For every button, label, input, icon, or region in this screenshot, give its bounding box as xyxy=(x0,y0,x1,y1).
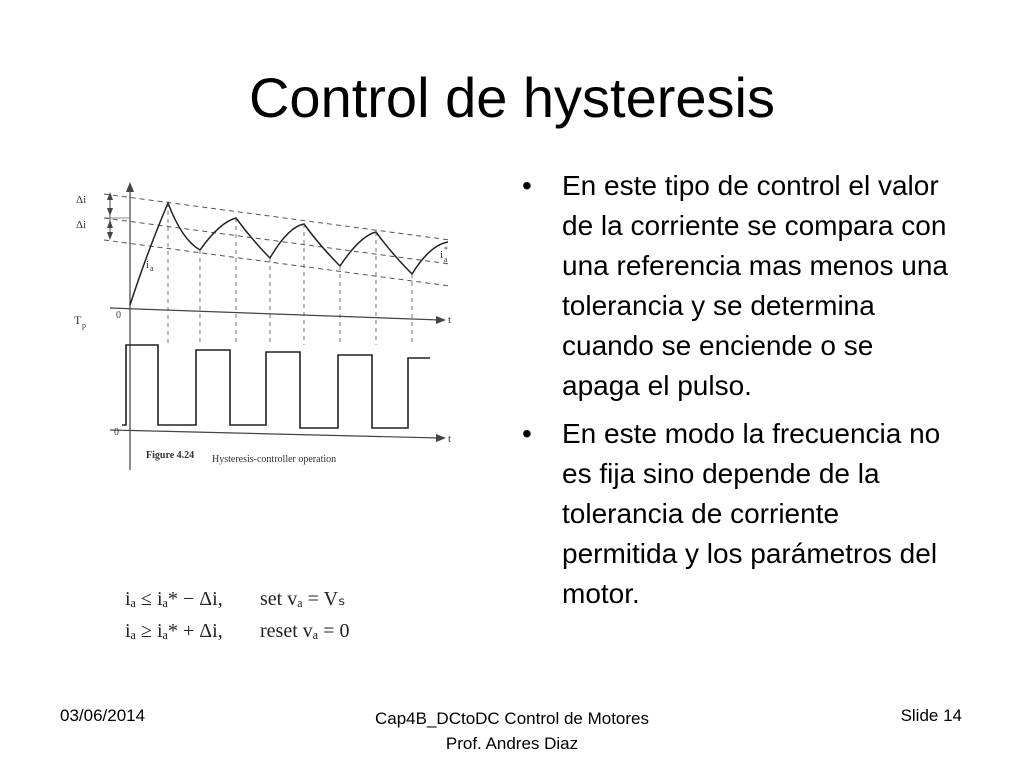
equation-set-action: set vₐ = Vₛ xyxy=(260,588,346,610)
bullet-item xyxy=(518,166,958,406)
figure-caption-text: Hysteresis-controller operation xyxy=(212,454,337,465)
bullet-item xyxy=(518,414,958,614)
bullet-list xyxy=(518,166,958,622)
tp-label: T xyxy=(74,313,82,327)
footer-slide-number: Slide 14 xyxy=(900,706,962,725)
bullet-text: En este tipo de control el valor de la corriente se compara con una referencia mas menos una tolerancia y se determina cuando se enciende o se apaga el pulso. xyxy=(562,170,948,401)
delta-i-label-lower: Δi xyxy=(76,219,87,231)
slide-title: Control de hysteresis xyxy=(248,66,775,129)
switching-equations xyxy=(115,578,385,658)
ia-ref-sub: a xyxy=(444,255,448,264)
equation-set-condition: iₐ ≤ iₐ* − Δi, xyxy=(125,588,223,610)
hysteresis-figure xyxy=(70,170,480,480)
ia-ref-label: i xyxy=(440,249,444,261)
zero-label-top: 0 xyxy=(116,310,121,321)
bullet-marker: • xyxy=(522,418,532,449)
t-label-bottom: t xyxy=(448,433,452,445)
figure-caption-number: Figure 4.24 xyxy=(146,450,195,461)
bullet-text: En este modo la frecuencia no es fija sino depende de la tolerancia de corriente permitida y los parámetros del motor. xyxy=(562,418,941,609)
delta-i-label-upper: Δi xyxy=(76,194,87,206)
tp-label-sub: p xyxy=(82,321,86,330)
equation-reset-action: reset vₐ = 0 xyxy=(260,620,350,642)
bullet-marker: • xyxy=(522,170,532,201)
equation-set xyxy=(125,586,346,611)
equation-reset-condition: iₐ ≥ iₐ* + Δi, xyxy=(125,620,223,642)
pulse-train xyxy=(122,345,430,428)
hysteresis-diagram xyxy=(70,170,480,480)
ia-label-sub: a xyxy=(150,264,154,273)
zero-label-bottom: 0 xyxy=(114,427,119,438)
footer-course-title: Cap4B_DCtoDC Control de Motores Prof. Andres Diaz xyxy=(374,709,649,753)
footer-date: 03/06/2014 xyxy=(60,706,146,725)
current-waveform xyxy=(130,203,448,305)
ia-label: i xyxy=(146,259,150,271)
equation-reset xyxy=(125,620,350,643)
ia-ref-sup: * xyxy=(444,245,448,254)
top-time-axis xyxy=(110,308,440,320)
t-label-top: t xyxy=(448,314,452,326)
vertical-axis-arrow xyxy=(126,182,134,192)
bottom-time-axis xyxy=(110,430,440,438)
reference-line xyxy=(104,218,450,264)
